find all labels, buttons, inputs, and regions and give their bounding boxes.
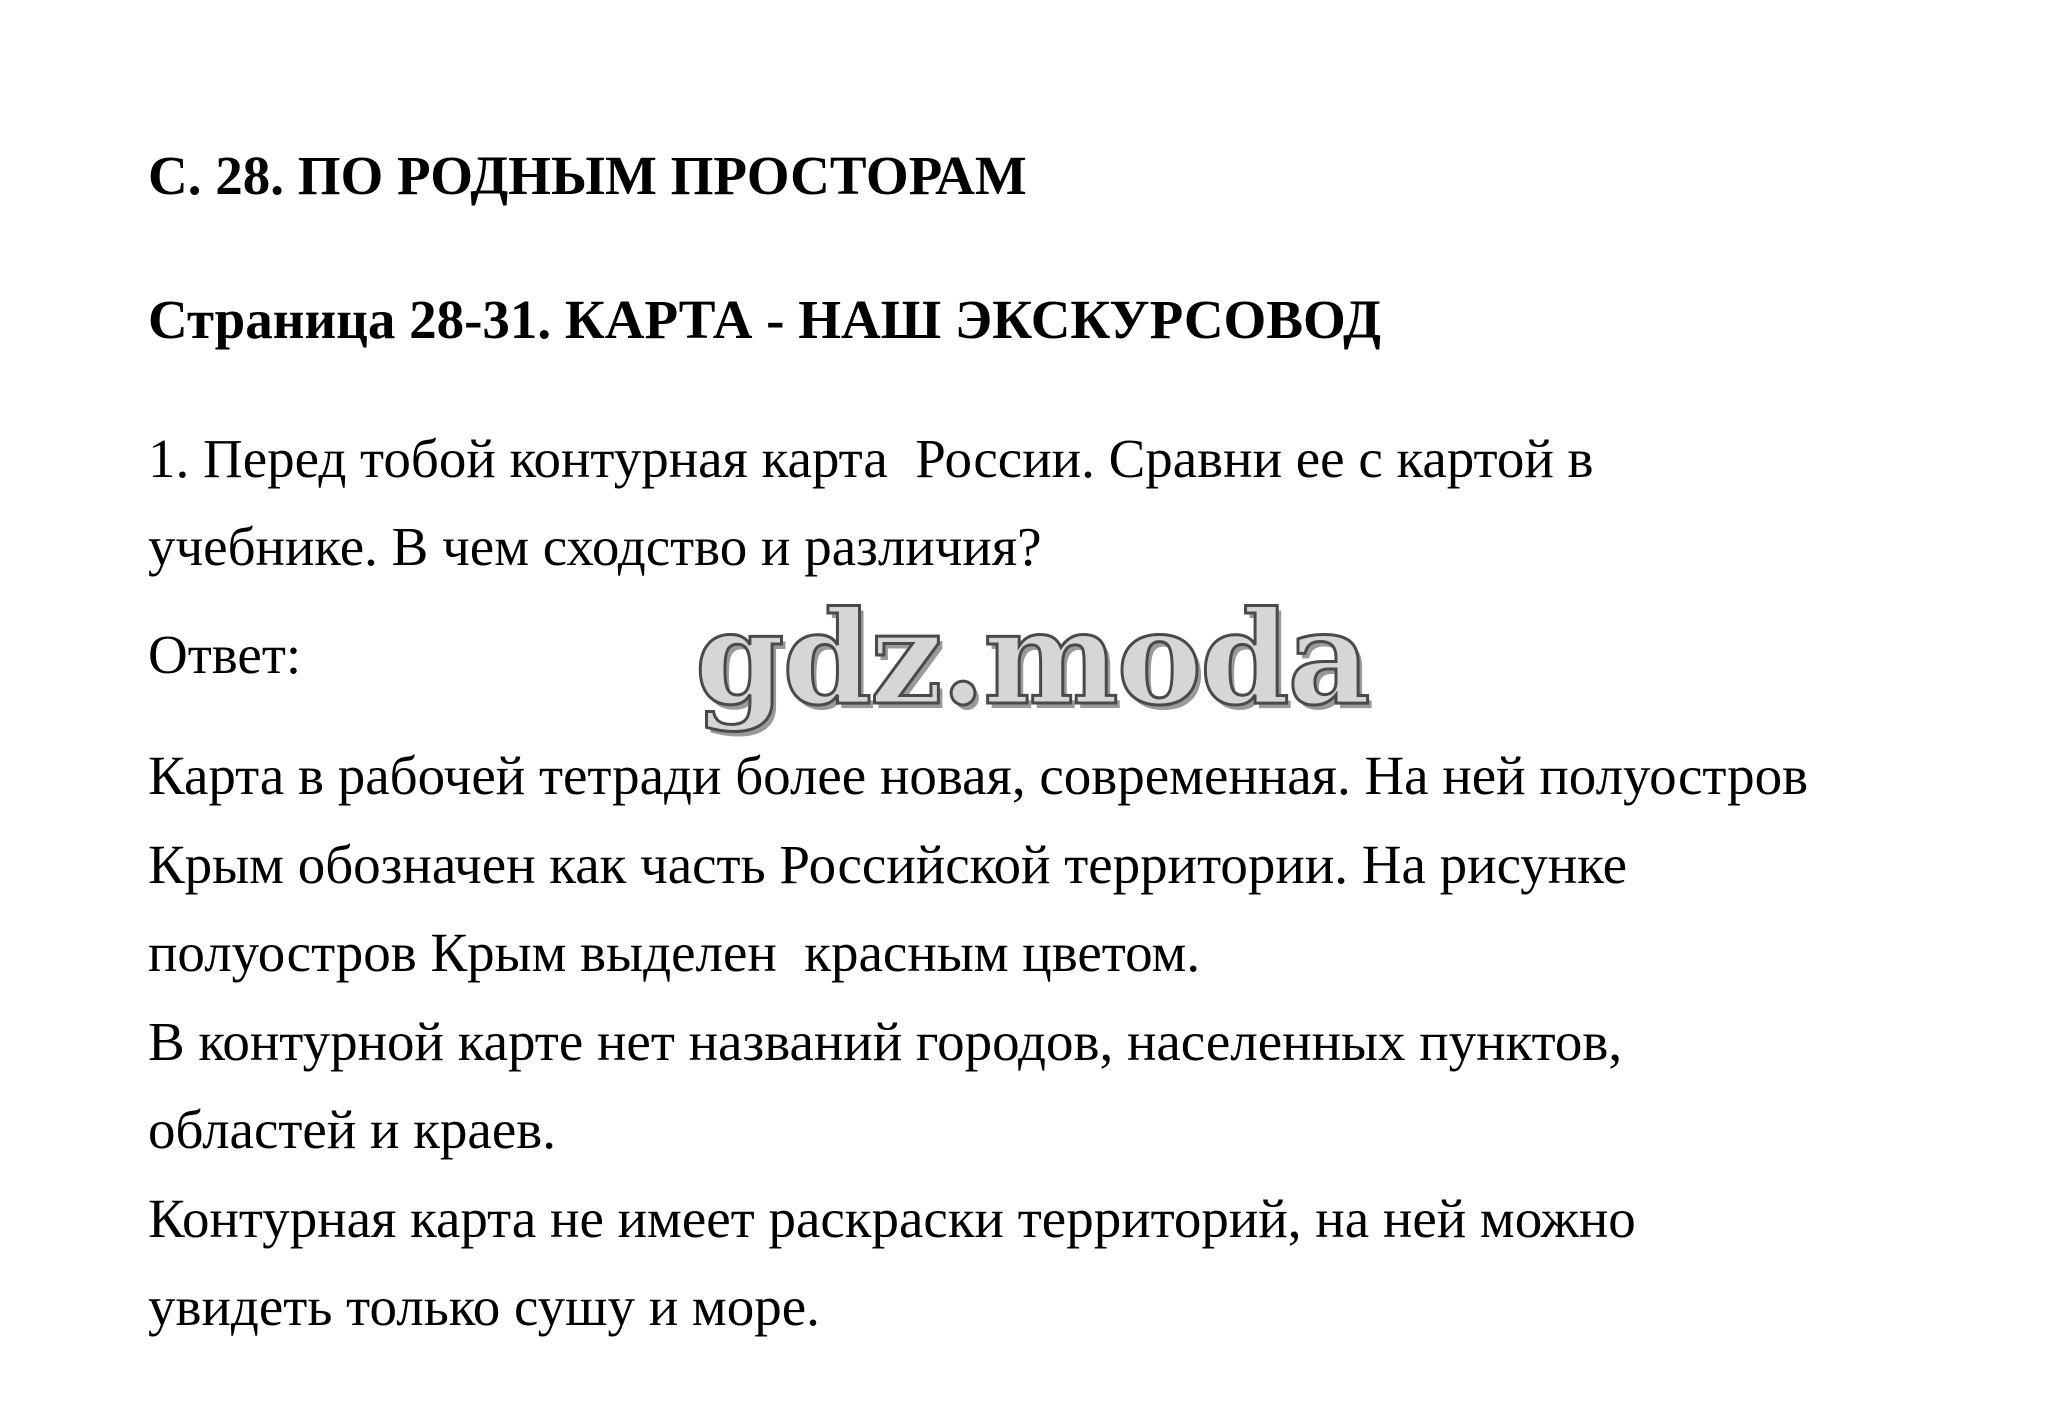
answer-line: увидеть только сушу и море. (148, 1276, 820, 1337)
answer-line: Крым обозначен как часть Российской территории. На рисунке (148, 833, 1627, 895)
answer-line: Карта в рабочей тетради более новая, современная. На ней полуостров (148, 745, 1809, 806)
answer-line: В контурной карте нет названий городов, населенных пунктов, (148, 1010, 1623, 1072)
question-text (148, 415, 1594, 591)
answer-line: полуостров Крым выделен красным цветом. (148, 922, 1201, 983)
answer-label: Ответ: (148, 624, 302, 685)
answer-line: областей и краев. (148, 1099, 556, 1160)
answer-line: Контурная карта не имеет раскраски территорий, на ней можно (148, 1187, 1636, 1249)
question-line: 1. Перед тобой контурная карта России. Сравни ее с картой в (148, 428, 1594, 489)
question-line: учебнике. В чем сходство и различия? (148, 516, 1042, 577)
watermark-logo: gdz.moda (695, 584, 1369, 734)
answer-text (148, 732, 1808, 1352)
section-title: Страница 28-31. КАРТА - НАШ ЭКСКУРСОВОД (148, 289, 1381, 350)
page-title: С. 28. ПО РОДНЫМ ПРОСТОРАМ (148, 145, 1027, 206)
